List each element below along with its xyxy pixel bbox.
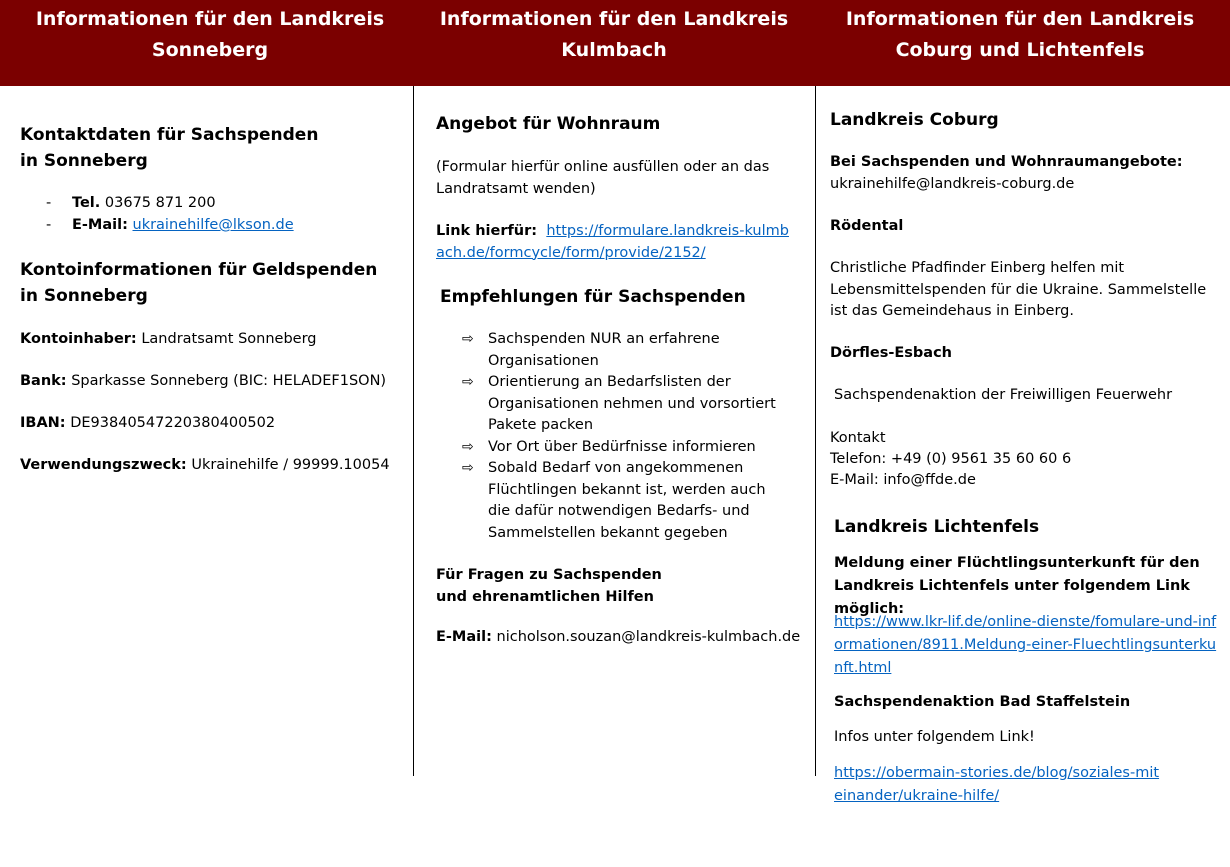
form-link-row <box>436 221 791 264</box>
tel-label: Tel. <box>72 195 101 211</box>
email-item: - E-Mail: ukrainehilfe@lkson.de <box>46 217 294 233</box>
arrow-icon: ⇨ <box>462 331 474 347</box>
form-link-label: Link hierfür: <box>436 223 538 239</box>
column-divider-1 <box>413 86 414 776</box>
roedental-text: Christliche Pfadfinder Einberg helfen mit Lebensmittelspenden für die Ukraine. Sammelstelle ist das Gemeindehaus in Einberg. <box>830 260 1207 319</box>
account-holder-label: Kontoinhaber: <box>20 331 137 347</box>
purpose <box>20 455 390 477</box>
iban-label: IBAN: <box>20 415 66 431</box>
column-heading-sonneberg: Informationen für den Landkreis Sonneberg <box>35 8 385 61</box>
lichtenfels-note: Meldung einer Flüchtlingsunterkunft für den Landkreis Lichtenfels unter folgendem Link möglich: <box>834 555 1200 617</box>
contact-email: E-Mail: info@ffde.de <box>830 472 976 488</box>
coburg-heading: Landkreis Coburg <box>830 110 999 130</box>
kulmbach-email-value: nicholson.souzan@landkreis-kulmbach.de <box>496 629 801 645</box>
form-link[interactable]: https://formulare.landkreis-kulmbach.de/formcycle/form/provide/2152/ <box>436 223 789 261</box>
recommend-heading: Empfehlungen für Sachspenden <box>440 287 746 307</box>
column-heading-kulmbach: Informationen für den Landkreis Kulmbach <box>439 8 789 61</box>
bank <box>20 371 386 393</box>
account-holder-value: Landratsamt Sonneberg <box>141 331 317 347</box>
arrow-icon: ⇨ <box>462 438 474 455</box>
lichtenfels-heading: Landkreis Lichtenfels <box>834 517 1040 537</box>
coburg-donation-email: ukrainehilfe@landkreis-coburg.de <box>830 176 1075 192</box>
arrow-icon: ⇨ <box>462 460 474 476</box>
coburg-donation-label: Bei Sachspenden und Wohnraumangebote: <box>830 154 1183 170</box>
housing-note: (Formular hierfür online ausfüllen oder an das Landratsamt wenden) <box>436 159 770 197</box>
staffelstein-link-block <box>834 762 1164 808</box>
lichtenfels-link[interactable]: https://www.lkr-lif.de/online-dienste/fomulare-und-informationen/8911.Meldung-einer-Fluechtlingsunterkunft.html <box>834 614 1217 676</box>
purpose-label: Verwendungszweck: <box>20 457 187 473</box>
questions-heading: Für Fragen zu Sachspenden und ehrenamtlichen Hilfen <box>436 567 662 605</box>
recommend-list <box>462 329 792 544</box>
kulmbach-email <box>436 627 800 649</box>
doerfles-heading: Dörfles-Esbach <box>830 345 952 361</box>
lichtenfels-link-block <box>834 611 1219 680</box>
list-item: ⇨ Vor Ort über Bedürfnisse informieren <box>462 437 792 459</box>
roedental-heading: Rödental <box>830 218 904 234</box>
column-heading-coburg-lichtenfels: Informationen für den Landkreis Coburg und Lichtenfels <box>845 8 1195 61</box>
staffelstein-note: Infos unter folgendem Link! <box>834 729 1035 745</box>
kulmbach-email-label: E-Mail: <box>436 629 492 645</box>
contact-heading: Kontaktdaten für Sachspenden in Sonneberg <box>20 125 319 171</box>
account-heading: Kontoinformationen für Geldspenden in Sonneberg <box>20 260 378 306</box>
iban <box>20 413 275 435</box>
doerfles-text: Sachspendenaktion der Freiwilligen Feuerwehr <box>834 387 1173 403</box>
iban-value: DE93840547220380400502 <box>70 415 276 431</box>
list-item: ⇨ Sobald Bedarf von angekommenen Flüchtlingen bekannt ist, werden auch die dafür notwendigen Bedarfs- und Sammelstellen bekannt gegeben <box>462 460 766 541</box>
housing-heading: Angebot für Wohnraum <box>436 114 661 134</box>
staffelstein-link[interactable]: https://obermain-stories.de/blog/soziales-miteinander/ukraine-hilfe/ <box>834 765 1160 804</box>
contact-label: Kontakt <box>830 430 886 446</box>
contact-phone: Telefon: +49 (0) 9561 35 60 60 6 <box>830 451 1072 467</box>
email-label: E-Mail: <box>72 217 128 233</box>
list-item: ⇨ Sachspenden NUR an erfahrene Organisationen <box>462 331 720 369</box>
account-holder <box>20 329 317 351</box>
column-divider-2 <box>815 86 816 776</box>
tel-item: - Tel. 03675 871 200 <box>46 195 216 211</box>
bank-label: Bank: <box>20 373 67 389</box>
purpose-value: Ukrainehilfe / 99999.10054 <box>191 457 390 473</box>
staffelstein-heading: Sachspendenaktion Bad Staffelstein <box>834 694 1131 710</box>
bank-value: Sparkasse Sonneberg (BIC: HELADEF1SON) <box>71 373 387 389</box>
list-item: ⇨ Orientierung an Bedarfslisten der Organisationen nehmen und vorsortiert Pakete packen <box>462 374 776 433</box>
tel-value: 03675 871 200 <box>104 195 216 211</box>
arrow-icon: ⇨ <box>462 374 474 390</box>
email-link[interactable]: ukrainehilfe@lkson.de <box>132 217 294 233</box>
